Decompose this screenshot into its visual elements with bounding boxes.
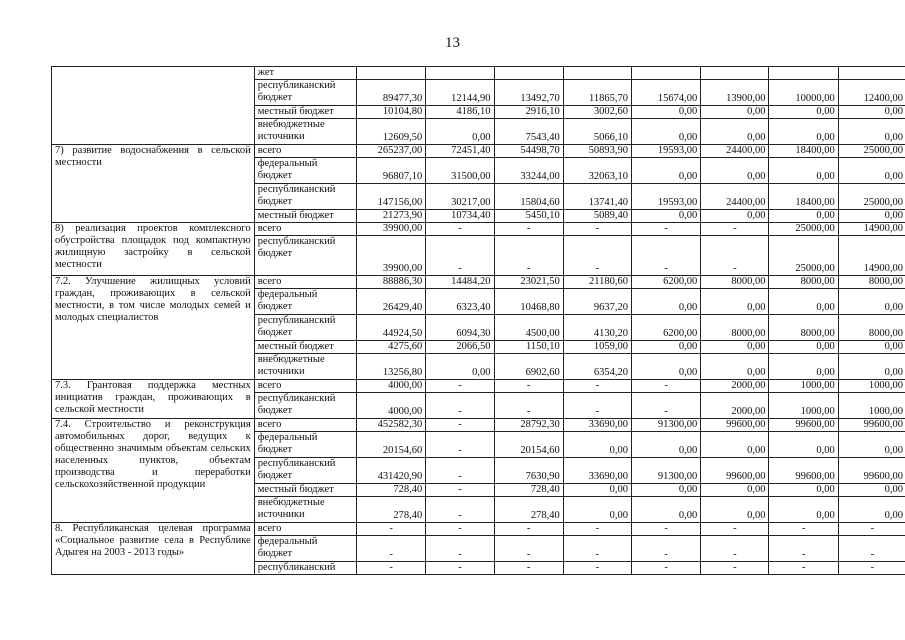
table-row (52, 276, 905, 289)
amount-cell: 88886,30 (357, 276, 426, 289)
amount-cell: - (838, 523, 905, 536)
amount-cell: 33244,00 (494, 158, 563, 184)
amount-cell: 96807,10 (357, 158, 426, 184)
amount-cell: 0,00 (563, 484, 631, 497)
amount-cell: 0,00 (701, 210, 769, 223)
amount-cell: 32063,10 (563, 158, 631, 184)
amount-cell: 0,00 (838, 158, 905, 184)
amount-cell: - (769, 562, 838, 575)
table-row (52, 145, 905, 158)
amount-cell: 0,00 (701, 484, 769, 497)
amount-cell: - (769, 536, 838, 562)
amount-cell: - (838, 562, 905, 575)
amount-cell: 39900,00 (357, 223, 426, 236)
amount-cell: - (426, 536, 494, 562)
amount-cell: 2916,10 (494, 106, 563, 119)
amount-cell: - (563, 393, 631, 419)
amount-cell: 278,40 (494, 497, 563, 523)
amount-cell: 147156,00 (357, 184, 426, 210)
amount-cell: 452582,30 (357, 419, 426, 432)
funding-source: республиканский бюджет (254, 80, 356, 106)
amount-cell: - (426, 393, 494, 419)
amount-cell: 8000,00 (701, 315, 769, 341)
funding-source: всего (254, 223, 356, 236)
funding-source: федеральный бюджет (254, 158, 356, 184)
amount-cell (838, 67, 905, 80)
amount-cell: 9637,20 (563, 289, 631, 315)
amount-cell: 3002,60 (563, 106, 631, 119)
amount-cell (426, 67, 494, 80)
amount-cell: - (838, 536, 905, 562)
amount-cell: 18400,00 (769, 145, 838, 158)
amount-cell: 30217,00 (426, 184, 494, 210)
amount-cell: 10468,80 (494, 289, 563, 315)
amount-cell: 7630,90 (494, 458, 563, 484)
amount-cell: 0,00 (631, 119, 700, 145)
amount-cell: - (494, 380, 563, 393)
funding-source: всего (254, 523, 356, 536)
amount-cell: 728,40 (494, 484, 563, 497)
amount-cell: - (357, 523, 426, 536)
amount-cell: 0,00 (631, 106, 700, 119)
amount-cell: 13256,80 (357, 354, 426, 380)
amount-cell: 11865,70 (563, 80, 631, 106)
program-description: 7.4. Строительство и реконструкция автомобильных дорог, ведущих к общественно значимым объектам сельских населенных пунктов, объектам производства и переработки сельскохозяйственной продукции (52, 419, 255, 523)
amount-cell: 89477,30 (357, 80, 426, 106)
funding-source: местный бюджет (254, 210, 356, 223)
amount-cell: - (631, 223, 700, 236)
program-description: 7.3. Грантовая поддержка местных инициатив граждан, проживающих в сельской местности (52, 380, 255, 419)
amount-cell: 0,00 (769, 210, 838, 223)
amount-cell: 0,00 (701, 289, 769, 315)
funding-source: федеральный бюджет (254, 432, 356, 458)
amount-cell: 4000,00 (357, 393, 426, 419)
budget-table-body (52, 67, 905, 575)
amount-cell: 20154,60 (357, 432, 426, 458)
amount-cell: 278,40 (357, 497, 426, 523)
funding-source: всего (254, 419, 356, 432)
amount-cell: 2066,50 (426, 341, 494, 354)
amount-cell: 14900,00 (838, 223, 905, 236)
amount-cell: - (563, 536, 631, 562)
amount-cell: 24400,00 (701, 184, 769, 210)
amount-cell: 8000,00 (701, 276, 769, 289)
amount-cell: 0,00 (838, 119, 905, 145)
amount-cell: 0,00 (769, 289, 838, 315)
amount-cell: - (631, 536, 700, 562)
funding-source: внебюджетные источники (254, 354, 356, 380)
amount-cell: 6200,00 (631, 276, 700, 289)
amount-cell (563, 67, 631, 80)
amount-cell: 4186,10 (426, 106, 494, 119)
amount-cell: - (426, 523, 494, 536)
amount-cell: 0,00 (701, 106, 769, 119)
funding-source: федеральный бюджет (254, 289, 356, 315)
amount-cell: 54498,70 (494, 145, 563, 158)
amount-cell: 0,00 (838, 341, 905, 354)
amount-cell: 0,00 (426, 119, 494, 145)
amount-cell: 6902,60 (494, 354, 563, 380)
amount-cell: 1059,00 (563, 341, 631, 354)
amount-cell: 8000,00 (838, 315, 905, 341)
program-description: 8. Республиканская целевая программа «Социальное развитие села в Республике Адыгея на 2003 - 2013 годы» (52, 523, 255, 575)
amount-cell: 1000,00 (769, 380, 838, 393)
amount-cell: 8000,00 (769, 315, 838, 341)
amount-cell: 431420,90 (357, 458, 426, 484)
amount-cell: - (563, 236, 631, 276)
table-row (52, 380, 905, 393)
amount-cell: 0,00 (838, 354, 905, 380)
amount-cell: 8000,00 (769, 276, 838, 289)
funding-source: республиканский (254, 562, 356, 575)
funding-source: республиканский бюджет (254, 458, 356, 484)
amount-cell: 1000,00 (838, 380, 905, 393)
amount-cell: 21180,60 (563, 276, 631, 289)
amount-cell: - (426, 236, 494, 276)
amount-cell: 1150,10 (494, 341, 563, 354)
amount-cell: - (426, 419, 494, 432)
amount-cell: - (769, 523, 838, 536)
amount-cell: 0,00 (769, 106, 838, 119)
amount-cell: 728,40 (357, 484, 426, 497)
amount-cell: 25000,00 (838, 145, 905, 158)
amount-cell (357, 67, 426, 80)
amount-cell: - (701, 236, 769, 276)
amount-cell: 5450,10 (494, 210, 563, 223)
amount-cell: 15804,60 (494, 184, 563, 210)
amount-cell: 0,00 (701, 354, 769, 380)
amount-cell (631, 67, 700, 80)
amount-cell: 0,00 (769, 341, 838, 354)
amount-cell: 18400,00 (769, 184, 838, 210)
amount-cell: - (426, 497, 494, 523)
amount-cell: - (426, 458, 494, 484)
funding-source: всего (254, 380, 356, 393)
amount-cell: 2000,00 (701, 380, 769, 393)
amount-cell: 10104,80 (357, 106, 426, 119)
funding-source: внебюджетные источники (254, 119, 356, 145)
amount-cell: - (563, 562, 631, 575)
amount-cell: 0,00 (769, 484, 838, 497)
amount-cell: - (494, 223, 563, 236)
amount-cell: 19593,00 (631, 145, 700, 158)
funding-source: всего (254, 276, 356, 289)
amount-cell: 0,00 (838, 289, 905, 315)
amount-cell: - (426, 380, 494, 393)
amount-cell: 25000,00 (769, 223, 838, 236)
amount-cell: 33690,00 (563, 458, 631, 484)
amount-cell: 0,00 (631, 210, 700, 223)
amount-cell: 7543,40 (494, 119, 563, 145)
amount-cell: 2000,00 (701, 393, 769, 419)
amount-cell: 8000,00 (838, 276, 905, 289)
amount-cell: 0,00 (701, 497, 769, 523)
amount-cell: - (494, 536, 563, 562)
amount-cell: 0,00 (631, 341, 700, 354)
amount-cell: 25000,00 (838, 184, 905, 210)
amount-cell: - (357, 562, 426, 575)
amount-cell: - (701, 223, 769, 236)
amount-cell: 13900,00 (701, 80, 769, 106)
amount-cell: 23021,50 (494, 276, 563, 289)
amount-cell: 19593,00 (631, 184, 700, 210)
amount-cell: 1000,00 (769, 393, 838, 419)
amount-cell: 4000,00 (357, 380, 426, 393)
amount-cell: 6323,40 (426, 289, 494, 315)
funding-source: всего (254, 145, 356, 158)
amount-cell: - (494, 393, 563, 419)
amount-cell: 6354,20 (563, 354, 631, 380)
amount-cell: 1000,00 (838, 393, 905, 419)
amount-cell: - (701, 536, 769, 562)
amount-cell: 31500,00 (426, 158, 494, 184)
amount-cell: 21273,90 (357, 210, 426, 223)
amount-cell: 99600,00 (701, 458, 769, 484)
amount-cell: 0,00 (631, 289, 700, 315)
amount-cell: - (357, 536, 426, 562)
funding-source: республиканский бюджет (254, 184, 356, 210)
amount-cell: 12609,50 (357, 119, 426, 145)
amount-cell: 0,00 (769, 497, 838, 523)
amount-cell: 72451,40 (426, 145, 494, 158)
amount-cell: - (631, 380, 700, 393)
amount-cell: 44924,50 (357, 315, 426, 341)
amount-cell: - (426, 432, 494, 458)
amount-cell: - (494, 236, 563, 276)
funding-source: местный бюджет (254, 484, 356, 497)
funding-source: республиканский бюджет (254, 393, 356, 419)
program-description: 7.2. Улучшение жилищных условий граждан, проживающих в сельской местности, в том числе молодых семей и молодых специалистов (52, 276, 255, 380)
budget-table (51, 66, 905, 575)
amount-cell: 15674,00 (631, 80, 700, 106)
amount-cell: 4500,00 (494, 315, 563, 341)
amount-cell: 20154,60 (494, 432, 563, 458)
amount-cell: 6200,00 (631, 315, 700, 341)
amount-cell: 0,00 (563, 432, 631, 458)
amount-cell: 14900,00 (838, 236, 905, 276)
funding-source: жет (254, 67, 356, 80)
amount-cell: 0,00 (769, 354, 838, 380)
amount-cell: 0,00 (631, 354, 700, 380)
amount-cell: 0,00 (838, 484, 905, 497)
amount-cell: 26429,40 (357, 289, 426, 315)
amount-cell: 28792,30 (494, 419, 563, 432)
amount-cell: - (494, 562, 563, 575)
amount-cell: 0,00 (701, 432, 769, 458)
amount-cell: 33690,00 (563, 419, 631, 432)
amount-cell: 0,00 (631, 497, 700, 523)
amount-cell (701, 67, 769, 80)
amount-cell: 99600,00 (701, 419, 769, 432)
amount-cell: 5089,40 (563, 210, 631, 223)
amount-cell: 99600,00 (769, 419, 838, 432)
amount-cell: 5066,10 (563, 119, 631, 145)
amount-cell: 99600,00 (838, 458, 905, 484)
amount-cell: 6094,30 (426, 315, 494, 341)
amount-cell: 0,00 (631, 158, 700, 184)
amount-cell: 13741,40 (563, 184, 631, 210)
amount-cell: - (563, 523, 631, 536)
program-description: 7) развитие водоснабжения в сельской местности (52, 145, 255, 223)
table-row (52, 67, 905, 80)
amount-cell: 39900,00 (357, 236, 426, 276)
amount-cell: - (563, 223, 631, 236)
amount-cell: - (631, 236, 700, 276)
amount-cell: 0,00 (701, 119, 769, 145)
amount-cell: 10734,40 (426, 210, 494, 223)
funding-source: федеральный бюджет (254, 536, 356, 562)
amount-cell (769, 67, 838, 80)
amount-cell: 12144,90 (426, 80, 494, 106)
amount-cell: 0,00 (838, 106, 905, 119)
amount-cell: - (701, 523, 769, 536)
amount-cell: 91300,00 (631, 458, 700, 484)
amount-cell: - (631, 523, 700, 536)
amount-cell: 4130,20 (563, 315, 631, 341)
amount-cell: - (426, 223, 494, 236)
page-number: 13 (445, 35, 460, 51)
amount-cell: 0,00 (769, 158, 838, 184)
amount-cell: 0,00 (563, 497, 631, 523)
amount-cell: 0,00 (838, 497, 905, 523)
amount-cell: - (701, 562, 769, 575)
funding-source: республиканский бюджет (254, 236, 356, 276)
amount-cell: - (631, 393, 700, 419)
amount-cell: 25000,00 (769, 236, 838, 276)
program-description (52, 67, 255, 145)
amount-cell: 13492,70 (494, 80, 563, 106)
amount-cell: 265237,00 (357, 145, 426, 158)
amount-cell: 10000,00 (769, 80, 838, 106)
amount-cell: 99600,00 (838, 419, 905, 432)
amount-cell: 99600,00 (769, 458, 838, 484)
amount-cell: - (563, 380, 631, 393)
table-row (52, 223, 905, 236)
amount-cell: 0,00 (701, 158, 769, 184)
amount-cell: 0,00 (426, 354, 494, 380)
program-description: 8) реализация проектов комплексного обустройства площадок под компактную жилищную застройку в сельской местности (52, 223, 255, 276)
amount-cell: 0,00 (631, 484, 700, 497)
amount-cell: 0,00 (838, 432, 905, 458)
funding-source: местный бюджет (254, 341, 356, 354)
amount-cell: 14484,20 (426, 276, 494, 289)
amount-cell: 0,00 (769, 432, 838, 458)
amount-cell (494, 67, 563, 80)
amount-cell: - (426, 562, 494, 575)
amount-cell: 0,00 (769, 119, 838, 145)
funding-source: внебюджетные источники (254, 497, 356, 523)
amount-cell: 50893,90 (563, 145, 631, 158)
amount-cell: 24400,00 (701, 145, 769, 158)
amount-cell: 12400,00 (838, 80, 905, 106)
amount-cell: 0,00 (701, 341, 769, 354)
funding-source: республиканский бюджет (254, 315, 356, 341)
amount-cell: - (494, 523, 563, 536)
amount-cell: 4275,60 (357, 341, 426, 354)
amount-cell: 0,00 (838, 210, 905, 223)
amount-cell: 91300,00 (631, 419, 700, 432)
amount-cell: 0,00 (631, 432, 700, 458)
table-row (52, 523, 905, 536)
amount-cell: - (426, 484, 494, 497)
amount-cell: - (631, 562, 700, 575)
table-row (52, 419, 905, 432)
funding-source: местный бюджет (254, 106, 356, 119)
